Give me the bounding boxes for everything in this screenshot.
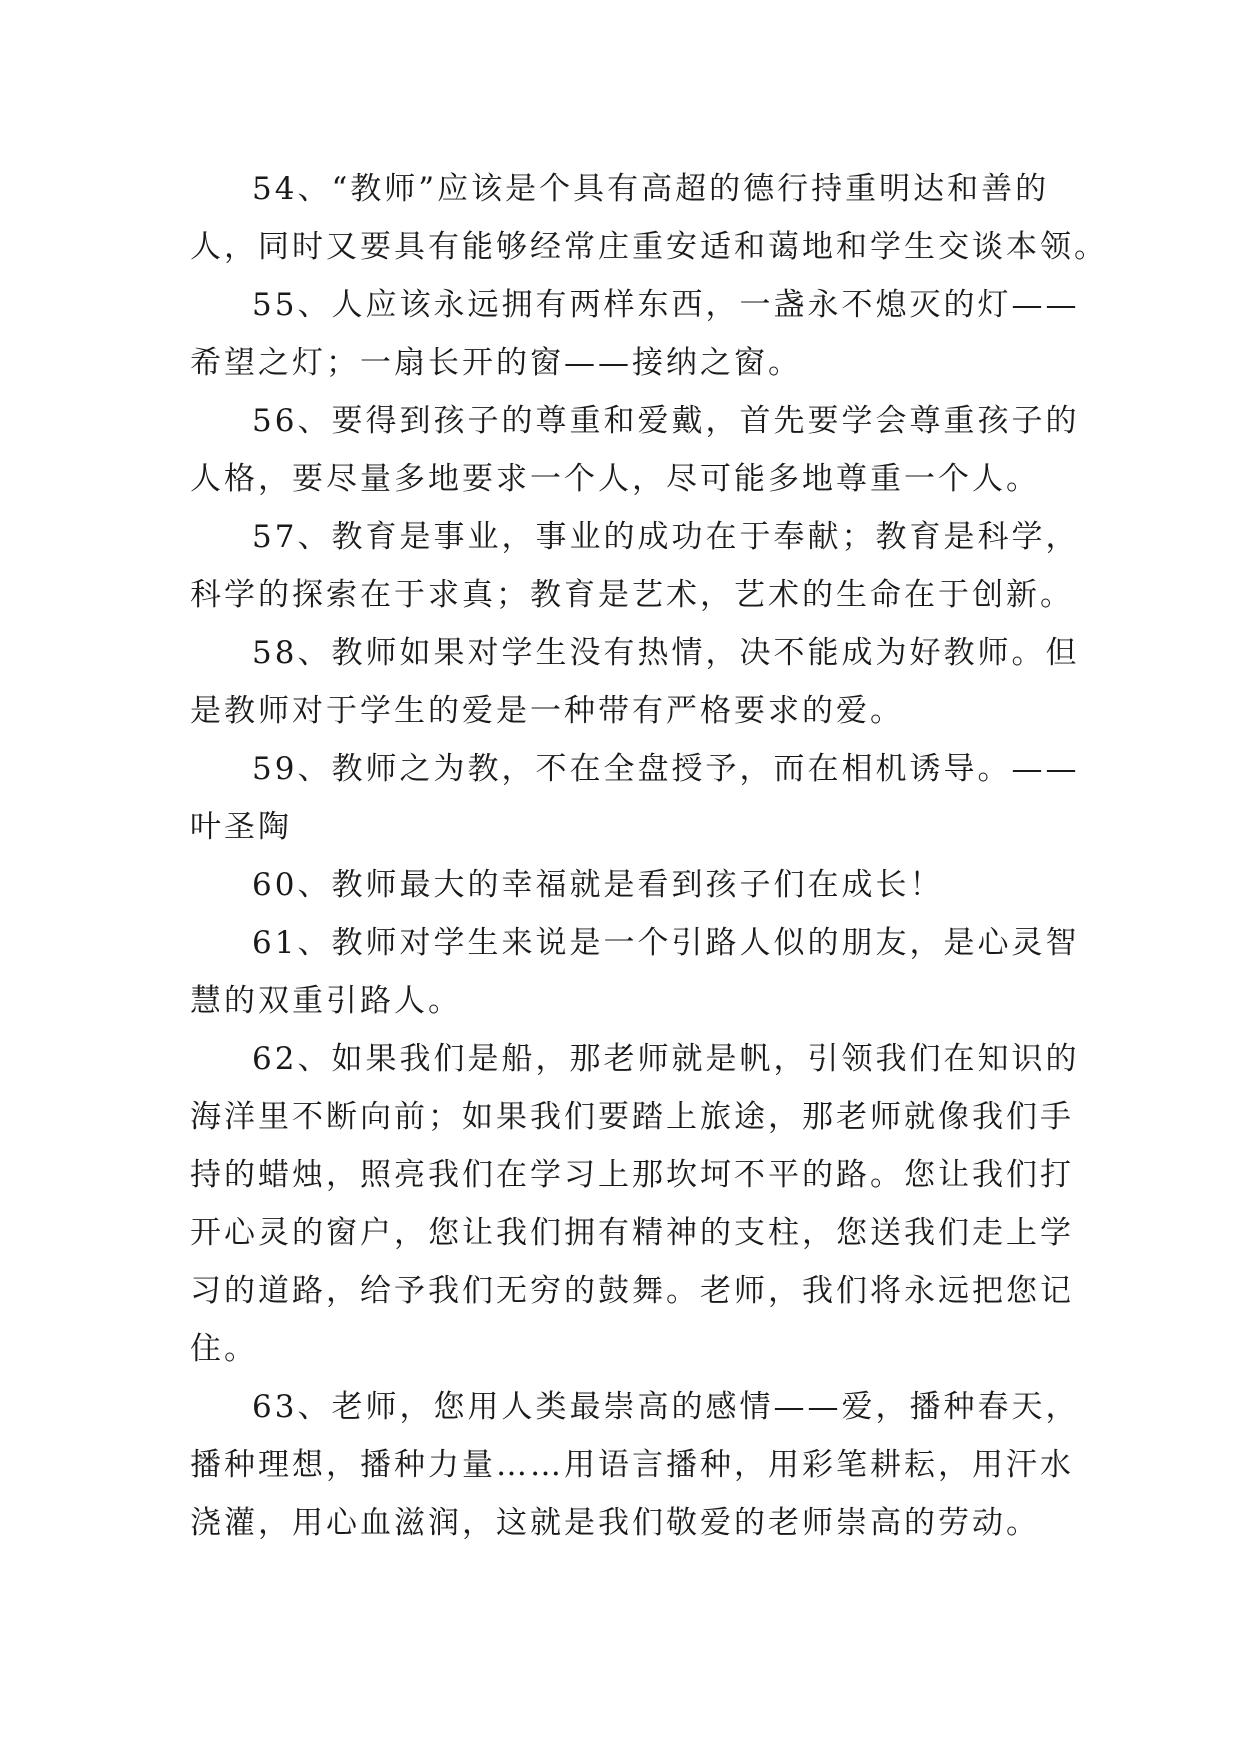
paragraph-62 — [190, 1030, 1080, 1378]
paragraph-line: 58、教师如果对学生没有热情，决不能成为好教师。但 — [252, 635, 1080, 671]
paragraph-line: 慧的双重引路人。 — [190, 983, 462, 1019]
paragraph-line: 是教师对于学生的爱是一种带有严格要求的爱。 — [190, 693, 904, 729]
paragraph-line: 62、如果我们是船，那老师就是帆，引领我们在知识的 — [252, 1041, 1080, 1077]
paragraph-63 — [190, 1378, 1080, 1552]
paragraph-line: 习的道路，给予我们无穷的鼓舞。老师，我们将永远把您记 — [190, 1273, 1074, 1309]
paragraph-line: 希望之灯；一扇长开的窗——接纳之窗。 — [190, 345, 802, 381]
paragraph-line: 63、老师，您用人类最崇高的感情——爱，播种春天， — [252, 1389, 1080, 1425]
paragraph-line: 住。 — [190, 1331, 258, 1367]
paragraph-line: 57、教育是事业，事业的成功在于奉献；教育是科学， — [252, 519, 1080, 555]
paragraph-line: 59、教师之为教，不在全盘授予，而在相机诱导。—— — [252, 751, 1080, 787]
paragraph-line: 科学的探索在于求真；教育是艺术，艺术的生命在于创新。 — [190, 577, 1074, 613]
paragraph-57 — [190, 508, 1080, 624]
paragraph-line: 叶圣陶 — [190, 809, 292, 845]
paragraph-line: 54、“教师”应该是个具有高超的德行持重明达和善的 — [252, 171, 1050, 207]
paragraph-line: 61、教师对学生来说是一个引路人似的朋友，是心灵智 — [252, 925, 1080, 961]
paragraph-line: 55、人应该永远拥有两样东西，一盏永不熄灭的灯—— — [252, 287, 1080, 323]
paragraph-61 — [190, 914, 1080, 1030]
paragraph-line: 开心灵的窗户，您让我们拥有精神的支柱，您送我们走上学 — [190, 1215, 1074, 1251]
paragraph-line: 人，同时又要具有能够经常庄重安适和蔼地和学生交谈本领。 — [190, 229, 1108, 265]
paragraph-54 — [190, 160, 1108, 276]
paragraph-line: 持的蜡烛，照亮我们在学习上那坎坷不平的路。您让我们打 — [190, 1157, 1074, 1193]
paragraph-58 — [190, 624, 1080, 740]
paragraph-line: 人格，要尽量多地要求一个人，尽可能多地尊重一个人。 — [190, 461, 1040, 497]
paragraph-line: 海洋里不断向前；如果我们要踏上旅途，那老师就像我们手 — [190, 1099, 1074, 1135]
paragraph-line: 60、教师最大的幸福就是看到孩子们在成长！ — [252, 867, 944, 903]
paragraph-line: 播种理想，播种力量……用语言播种，用彩笔耕耘，用汗水 — [190, 1447, 1074, 1483]
paragraph-60 — [190, 856, 1070, 914]
paragraph-56 — [190, 392, 1080, 508]
paragraph-line: 56、要得到孩子的尊重和爱戴，首先要学会尊重孩子的 — [252, 403, 1080, 439]
paragraph-line: 浇灌，用心血滋润，这就是我们敬爱的老师崇高的劳动。 — [190, 1505, 1040, 1541]
paragraph-59 — [190, 740, 1080, 856]
paragraph-55 — [190, 276, 1080, 392]
document-body — [190, 160, 1108, 1552]
